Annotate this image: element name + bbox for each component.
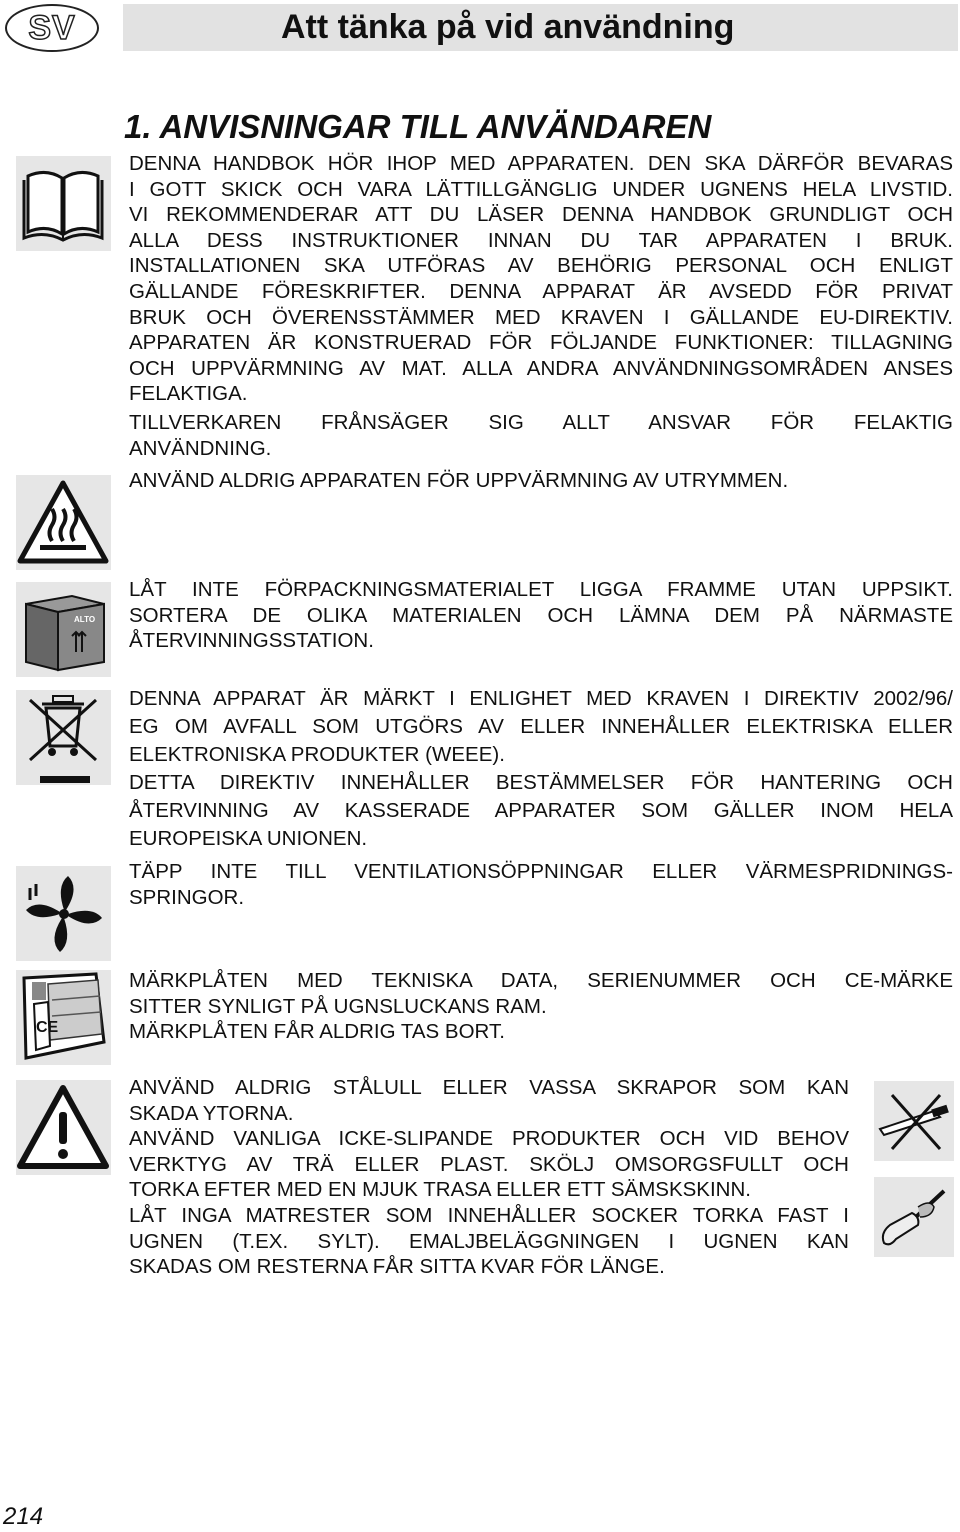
packaging-text-block <box>129 577 953 654</box>
text-line: DENNA HANDBOK HÖR IHOP MED APPARATEN. DEN SKA DÄRFÖR BEVARAS <box>129 152 953 175</box>
liability-text-block <box>129 410 953 461</box>
text-line: I GOTT SKICK OCH VARA LÄTTILLGÄNGLIG UNDER UGNENS HELA LIVSTID. <box>129 177 953 201</box>
text-line: DETTA DIREKTIV INNEHÅLLER BESTÄMMELSER FÖR HANTERING OCH <box>129 771 953 794</box>
text-line: ALLA DESS INSTRUKTIONER INNAN DU TAR APPARATEN I BRUK. <box>129 228 953 252</box>
rating-plate-ce-icon <box>16 970 111 1065</box>
packaging-box-icon <box>16 582 111 677</box>
weee-crossed-bin-icon <box>16 690 111 785</box>
page-title: Att tänka på vid användning <box>281 8 735 46</box>
text-line: ÅTERVINNINGSSTATION. <box>129 629 374 653</box>
text-line: VI REKOMMENDERAR ATT DU LÄSER DENNA HANDBOK GRUNDLIGT OCH <box>129 203 953 227</box>
text-line: FELAKTIGA. <box>129 382 248 406</box>
box-label: ALTO <box>74 615 96 624</box>
hot-surface-warning-icon <box>16 475 111 570</box>
no-sharp-scraper-icon <box>874 1081 954 1161</box>
text-line: MÄRKPLÅTEN FÅR ALDRIG TAS BORT. <box>129 1020 505 1044</box>
text-line: TILLVERKAREN FRÅNSÄGER SIG ALLT ANSVAR FÖR FELAKTIG <box>129 411 953 434</box>
text-line: EUROPEISKA UNIONEN. <box>129 827 368 850</box>
text-line: SITTER SYNLIGT PÅ UGNSLUCKANS RAM. <box>129 994 547 1018</box>
text-line: ÅTERVINNING AV KASSERADE APPARATER SOM GÄLLER INOM HELA <box>129 799 953 822</box>
text-line: BRUK OCH ÖVERENSSTÄMMER MED KRAVEN I GÄLLANDE EU-DIREKTIV. <box>129 305 953 329</box>
text-line: UGNEN (T.EX. SYLT). EMALJBELÄGGNINGEN I UGNEN KAN <box>129 1229 849 1253</box>
text-line: OCH UPPVÄRMNING AV MAT. ALLA ANDRA ANVÄNDNINGSOMRÅDEN ANSES <box>129 356 953 380</box>
rating-plate-text-block <box>129 968 953 1045</box>
handbook-icon <box>16 156 111 251</box>
text-line: ELEKTRONISKA PRODUKTER (WEEE). <box>129 743 505 766</box>
section-heading: 1. ANVISNINGAR TILL ANVÄNDAREN <box>124 108 712 145</box>
text-line: MÄRKPLÅTEN MED TEKNISKA DATA, SERIENUMMER OCH CE-MÄRKE <box>129 969 953 992</box>
text-line: SKADAS OM RESTERNA FÅR SITTA KVAR FÖR LÄNGE. <box>129 1255 665 1279</box>
wooden-spatula-icon <box>874 1177 954 1257</box>
text-line: SORTERA DE OLIKA MATERIALEN OCH LÄMNA DEM PÅ NÄRMASTE <box>129 603 953 627</box>
text-line: GÄLLANDE FÖRESKRIFTER. DENNA APPARAT ÄR AVSEDD FÖR PRIVAT <box>129 279 953 303</box>
weee-text-block <box>129 685 953 769</box>
text-line: SKADA YTORNA. <box>129 1101 294 1125</box>
heating-text: ANVÄND ALDRIG APPARATEN FÖR UPPVÄRMNING AV UTRYMMEN. <box>129 469 789 492</box>
language-badge: SV <box>5 4 99 52</box>
text-line: INSTALLATIONEN SKA UTFÖRAS AV BEHÖRIG PERSONAL OCH ENLIGT <box>129 254 953 278</box>
title-bar <box>123 4 958 51</box>
ventilation-text-block <box>129 859 953 910</box>
text-line: TORKA EFTER MED EN MJUK TRASA ELLER ETT SÄMSKSKINN. <box>129 1178 751 1202</box>
text-line: ANVÄND ALDRIG STÅLULL ELLER VASSA SKRAPOR SOM KAN <box>129 1076 849 1099</box>
text-line: ANVÄNDNING. <box>129 436 272 460</box>
text-line: VERKTYG AV TRÄ ELLER PLAST. SKÖLJ OMSORGSFULLT OCH <box>129 1152 849 1176</box>
text-line: ANVÄND VANLIGA ICKE-SLIPANDE PRODUKTER OCH VID BEHOV <box>129 1127 849 1151</box>
weee-bar <box>40 776 90 783</box>
text-line: APPARATEN ÄR KONSTRUERAD FÖR FÖLJANDE FUNKTIONER: TILLAGNING <box>129 331 953 355</box>
text-line: TÄPP INTE TILL VENTILATIONSÖPPNINGAR ELLER VÄRMESPRIDNINGS- <box>129 860 953 883</box>
general-warning-icon <box>16 1080 111 1175</box>
page-number: 214 <box>3 1503 44 1530</box>
text-line: LÅT INTE FÖRPACKNINGSMATERIALET LIGGA FRAMME UTAN UPPSIKT. <box>129 578 953 601</box>
manual-text-block <box>129 151 953 407</box>
text-line: LÅT INGA MATRESTER SOM INNEHÅLLER SOCKER TORKA FAST I <box>129 1203 849 1227</box>
text-line: SPRINGOR. <box>129 885 245 909</box>
cleaning-text-block <box>129 1075 849 1280</box>
directive-text-block <box>129 769 953 853</box>
ventilation-fan-icon <box>16 866 111 961</box>
text-line: DENNA APPARAT ÄR MÄRKT I ENLIGHET MED KRAVEN I DIREKTIV 2002/96/ <box>129 687 953 710</box>
text-line: EG OM AVFALL SOM UTGÖRS AV ELLER INNEHÅLLER ELEKTRISKA ELLER <box>129 715 953 738</box>
ce-mark-icon: CE <box>36 1019 59 1036</box>
